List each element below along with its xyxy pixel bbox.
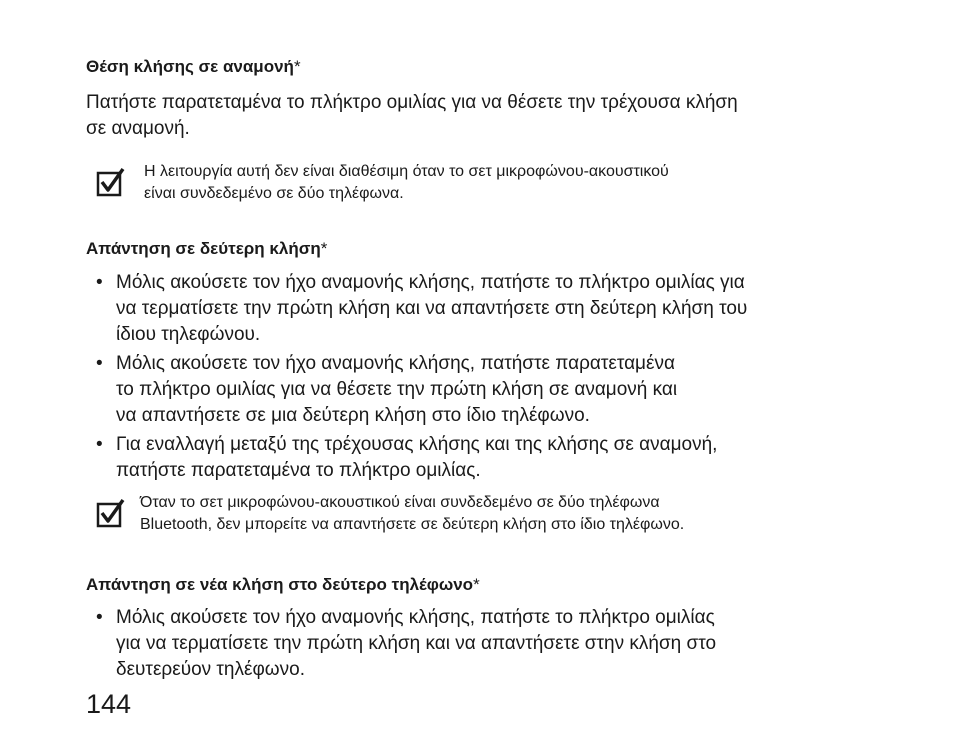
note-line: Bluetooth, δεν μπορείτε να απαντήσετε σε δεύτερη κλήση στο ίδιο τηλέφωνο. — [140, 516, 685, 533]
list-item-line: Μόλις ακούσετε τον ήχο αναμονής κλήσης, πατήστε παρατεταμένα — [116, 353, 675, 374]
list-item — [96, 351, 876, 429]
list-item-line: δευτερεύον τηλέφωνο. — [116, 659, 305, 680]
heading-text: Απάντηση σε δεύτερη κλήση — [86, 239, 321, 258]
list-item-line: Μόλις ακούσετε τον ήχο αναμονής κλήσης, πατήστε το πλήκτρο ομιλίας — [116, 607, 715, 628]
heading-text: Απάντηση σε νέα κλήση στο δεύτερο τηλέφωνο — [86, 575, 474, 594]
bullet-list-new-call — [96, 605, 876, 686]
list-item-line: να τερματίσετε την πρώτη κλήση και να απαντήσετε στη δεύτερη κλήση του — [116, 298, 748, 319]
checkbox-check-icon — [96, 167, 126, 197]
list-item-line: ίδιου τηλεφώνου. — [116, 324, 261, 345]
list-item-line: για να τερματίσετε την πρώτη κλήση και να απαντήσετε στην κλήση στο — [116, 633, 717, 654]
bullet-marker: • — [96, 607, 103, 628]
section-heading-hold-call — [86, 56, 301, 78]
paragraph-hold-call — [86, 90, 886, 142]
list-item — [96, 432, 876, 484]
section-heading-second-call — [86, 238, 327, 260]
bullet-list-second-call — [96, 270, 876, 487]
list-item-line: να απαντήσετε σε μια δεύτερη κλήση στο ίδιο τηλέφωνο. — [116, 405, 590, 426]
paragraph-line: Πατήστε παρατεταμένα το πλήκτρο ομιλίας για να θέσετε την τρέχουσα κλήση — [86, 92, 738, 113]
note-single-phone — [96, 161, 876, 205]
section-heading-new-call — [86, 574, 480, 596]
list-item — [96, 270, 876, 348]
list-item-line: Για εναλλαγή μεταξύ της τρέχουσας κλήσης και της κλήσης σε αναμονή, — [116, 434, 718, 455]
note-line: είναι συνδεδεμένο σε δύο τηλέφωνα. — [144, 185, 404, 202]
list-item-line: πατήστε παρατεταμένα το πλήκτρο ομιλίας. — [116, 460, 481, 481]
paragraph-line: σε αναμονή. — [86, 118, 190, 139]
heading-asterisk: * — [293, 57, 301, 76]
heading-asterisk: * — [320, 239, 328, 258]
list-item-line: Μόλις ακούσετε τον ήχο αναμονής κλήσης, πατήστε το πλήκτρο ομιλίας για — [116, 272, 745, 293]
note-line: Η λειτουργία αυτή δεν είναι διαθέσιμη όταν το σετ μικροφώνου-ακουστικού — [144, 163, 669, 180]
note-text — [140, 492, 880, 536]
note-text — [144, 161, 884, 205]
note-line: Όταν το σετ μικροφώνου-ακουστικού είναι συνδεδεμένο σε δύο τηλέφωνα — [140, 494, 660, 511]
bullet-marker: • — [96, 353, 103, 374]
page-number: 144 — [86, 689, 132, 719]
heading-text: Θέση κλήσης σε αναμονή — [86, 57, 294, 76]
checkbox-check-icon — [96, 498, 126, 528]
bullet-marker: • — [96, 434, 103, 455]
list-item-line: το πλήκτρο ομιλίας για να θέσετε την πρώτη κλήση σε αναμονή και — [116, 379, 678, 400]
list-item — [96, 605, 876, 683]
bullet-marker: • — [96, 272, 103, 293]
note-bluetooth — [96, 492, 876, 536]
heading-asterisk: * — [473, 575, 480, 594]
